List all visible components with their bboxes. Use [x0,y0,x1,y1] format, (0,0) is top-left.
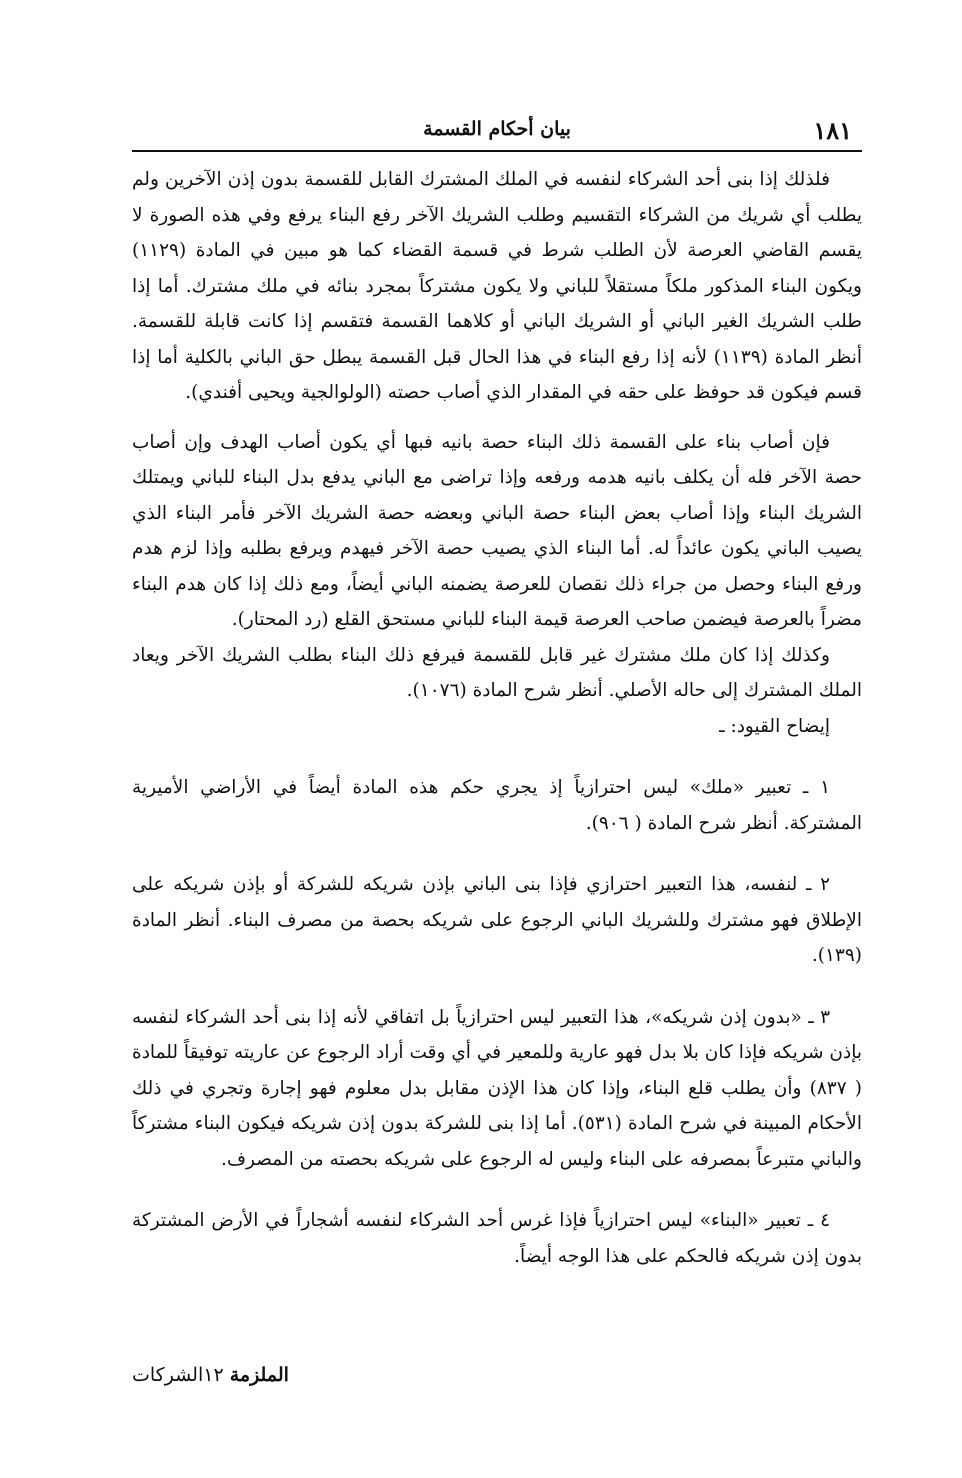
signature-label: الملزمة [229,1364,289,1386]
note-3: ٣ ـ «بدون إذن شريكه»، هذا التعبير ليس احترازياً بل اتفاقي لأنه إذا بنى أحد الشركاء لنفسه بإذن شريكه فإذا كان بلا بدل فهو عارية وللمعير في أي وقت أراد الرجوع عن عاريته توفيقاً للمادة ( ٨٣٧) وأن يطلب قلع البناء، وإذا كان هذا الإذن مقابل بدل معلوم فهو إجارة وتجري في ذلك الأحكام المبينة في شرح المادة (٥٣١). أما إذا بنى للشركة بدون إذن شريكه فيكون البناء مشتركاً والباني متبرعاً بمصرفه على البناء وليس له الرجوع على شريكه بحصته من المصرف. [132,1006,862,1170]
note-2: ٢ ـ لنفسه، هذا التعبير احترازي فإذا بنى الباني بإذن شريكه للشركة أو بإذن شريكه على الإطلاق فهو مشترك وللشريك الباني الرجوع على شريكه بحصة من مصرف البناء. أنظر المادة (١٣٩). [132,874,862,966]
header-rule [132,150,862,152]
note-4: ٤ ـ تعبير «البناء» ليس احترازياً فإذا غرس أحد الشركاء لنفسه أشجاراً في الأرض المشتركة بدون إذن شريكه فالحكم على هذا الوجه أيضاً. [132,1210,862,1267]
paragraph-3: وكذلك إذا كان ملك مشترك غير قابل للقسمة فيرفع ذلك البناء بطلب الشريك الآخر ويعاد الملك المشترك إلى حاله الأصلي. أنظر شرح المادة (١٠٧٦). [132,644,862,701]
running-title: بيان أحكام القسمة [423,118,571,140]
signature-mark [132,1364,332,1386]
signature-number: ١٢ [203,1364,224,1386]
paragraph-2: فإن أصاب بناء على القسمة ذلك البناء حصة بانيه فبها أي يكون أصاب الهدف وإن أصاب حصة الآخر فله أن يكلف بانيه هدمه ورفعه وإذا تراضى مع الباني يدفع بدل البناء للباني ويمتلك الشريك البناء وإذا أصاب بعض البناء حصة الباني وبعضه حصة الشريك الآخر فأمر البناء الذي يصيب الباني يكون عائداً له. أما البناء الذي يصيب حصة الآخر فيهدم ويرفع بطلبه وإذا لزم هدم ورفع البناء وحصل من جراء ذلك نقصان للعرصة يضمنه الباني أيضاً، ومع ذلك إذا كان هدم البناء مضراً بالعرصة فيضمن صاحب العرصة قيمة البناء للباني مستحق القلع (رد المحتار). [132,431,862,630]
constraints-heading: إيضاح القيود: ـ [719,715,830,737]
paragraph-1: فلذلك إذا بنى أحد الشركاء لنفسه في الملك المشترك القابل للقسمة بدون إذن الآخرين ولم يطلب أي شريك من الشركاء التقسيم وطلب الشريك الآخر رفع البناء يرفع وفي هذه الصورة لا يقسم القاضي العرصة لأن الطلب شرط في قسمة القضاء كما هو مبين في المادة (١١٢٩) ويكون البناء المذكور ملكاً مستقلاً للباني ولا يكون مشتركاً بمجرد بنائه في ملك مشترك. أما إذا طلب الشريك الغير الباني أو الشريك الباني أو كلاهما القسمة فتقسم إذا كانت قابلة للقسمة. أنظر المادة (١١٣٩) لأنه إذا رفع البناء في هذا الحال قبل القسمة يبطل حق الباني بالكلية أما إذا قسم فيكون قد حوفظ على حقه في المقدار الذي أصاب حصته (الولوالجية ويحيى أفندي). [132,169,862,403]
note-1: ١ ـ تعبير «ملك» ليس احترازياً إذ يجري حكم هذه المادة أيضاً في الأراضي الأميرية المشتركة. أنظر شرح المادة ( ٩٠٦). [132,777,862,834]
signature-book: الشركات [132,1364,204,1386]
page-number: ١٨١ [813,116,852,145]
page-header [132,116,862,152]
body-text [132,162,862,1274]
